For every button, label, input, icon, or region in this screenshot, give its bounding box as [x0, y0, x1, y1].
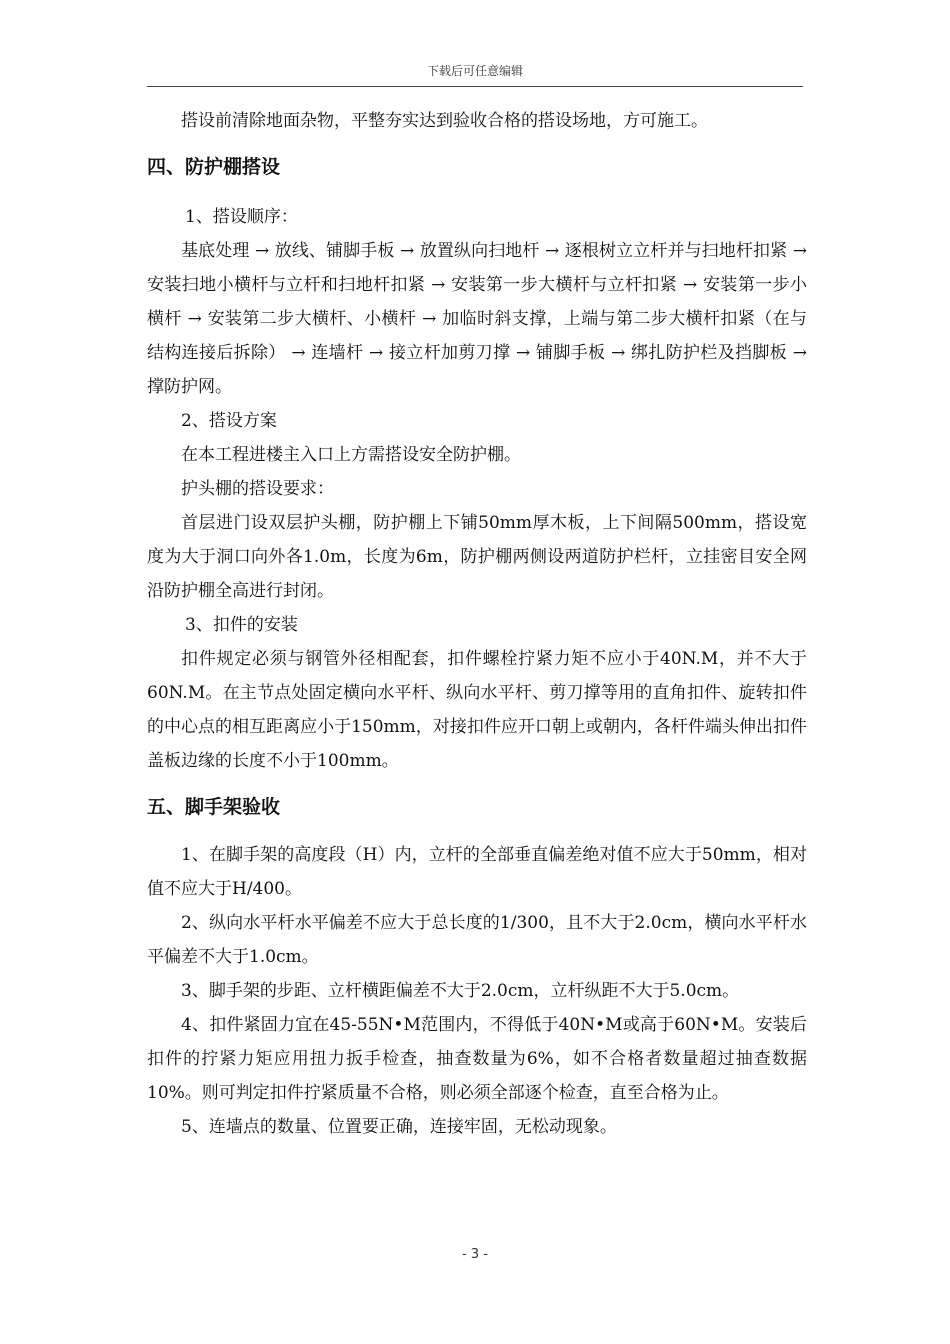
section-heading-4: 四、防护棚搭设	[147, 156, 281, 178]
acceptance-item-4: 4、扣件紧固力宜在45-55N•M范围内，不得低于40N•M或高于60N•M。安装后扣件的拧紧力矩应用扭力扳手检查，抽查数量为6%，如不合格者数量超过抽查数据10%。则可判定扣件拧紧质量不合格，则必须全部逐个检查，直至合格为止。	[147, 1015, 807, 1103]
fastener-title: 3、扣件的安装	[185, 615, 298, 635]
acceptance-item-3: 3、脚手架的步距、立杆横距偏差不大于2.0cm，立杆纵距不大于5.0cm。	[181, 981, 740, 1001]
page-number: - 3 -	[462, 1247, 488, 1262]
fastener-body: 扣件规定必须与钢管外径相配套，扣件螺栓拧紧力矩不应小于40N.M，并不大于60N.M。在主节点处固定横向水平杆、纵向水平杆、剪刀撑等用的直角扣件、旋转扣件的中心点的相互距离应小于150mm，对接扣件应开口朝上或朝内，各杆件端头伸出扣件盖板边缘的长度不小于100mm。	[147, 649, 807, 771]
header-rule	[147, 86, 803, 87]
sequence-body: 基底处理 → 放线、铺脚手板 → 放置纵向扫地杆 → 逐根树立立杆并与扫地杆扣紧 → 安装扫地小横杆与立杆和扫地杆扣紧 → 安装第一步大横杆与立杆扣紧 → 安装第一步小横杆 → 安装第二步大横杆、小横杆 → 加临时斜支撑，上端与第二步大横杆扣紧（在与结构连接后拆除） → 连墙杆 → 接立杆加剪刀撑 → 铺脚手板 → 绑扎防护栏及挡脚板 → 撑防护网。	[147, 241, 807, 397]
acceptance-item-2: 2、纵向水平杆水平偏差不应大于总长度的1/300，且不大于2.0cm，横向水平杆水平偏差不大于1.0cm。	[147, 913, 807, 967]
plan-title: 2、搭设方案	[181, 411, 277, 431]
intro-paragraph: 搭设前清除地面杂物，平整夯实达到验收合格的搭设场地，方可施工。	[181, 111, 708, 131]
page-content	[147, 104, 807, 1144]
acceptance-item-1: 1、在脚手架的高度段（H）内，立杆的全部垂直偏差绝对值不应大于50mm，相对值不应大于H/400。	[147, 845, 807, 899]
sequence-title: 1、搭设顺序：	[185, 207, 298, 227]
acceptance-item-5: 5、连墙点的数量、位置要正确，连接牢固，无松动现象。	[181, 1117, 617, 1137]
section-heading-5: 五、脚手架验收	[147, 796, 281, 818]
requirements-title: 护头棚的搭设要求：	[181, 479, 334, 499]
requirements-body: 首层进门设双层护头棚，防护棚上下铺50mm厚木板，上下间隔500mm，搭设宽度为大于洞口向外各1.0m，长度为6m，防护棚两侧设两道防护栏杆，立挂密目安全网沿防护棚全高进行封闭。	[147, 513, 807, 601]
plan-body: 在本工程进楼主入口上方需搭设安全防护棚。	[181, 445, 521, 465]
page-header: 下载后可任意编辑	[426, 64, 523, 78]
